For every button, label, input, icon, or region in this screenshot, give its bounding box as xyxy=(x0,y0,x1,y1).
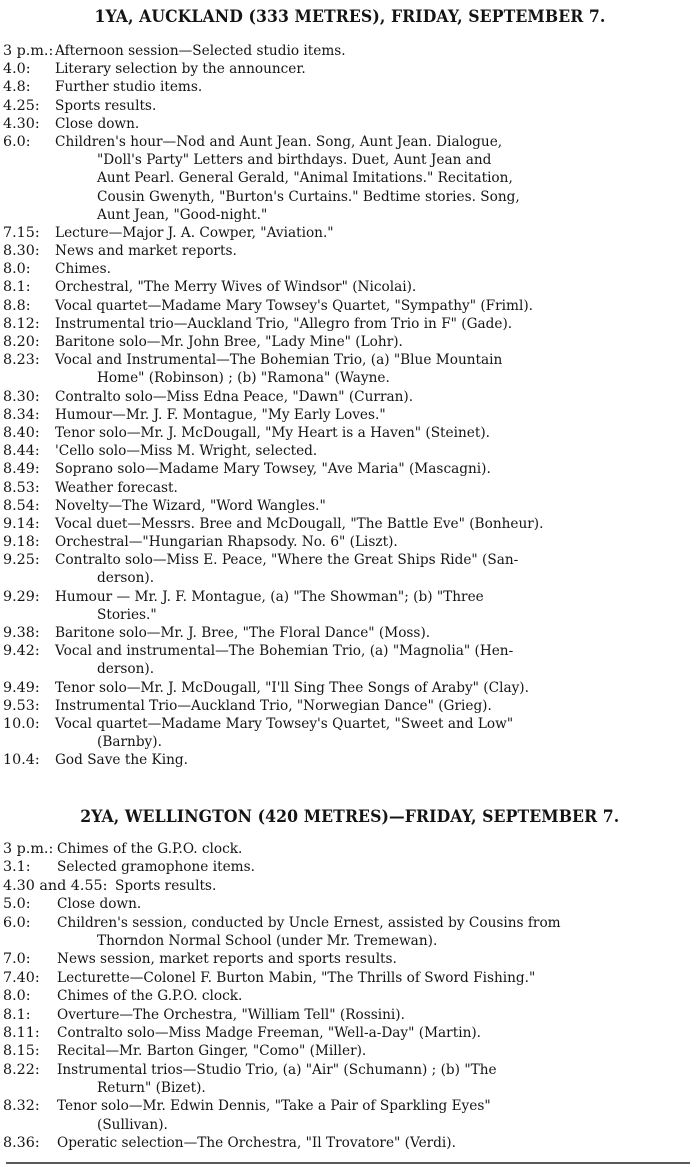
item-description xyxy=(55,406,401,424)
programme-item xyxy=(0,333,700,351)
time-label: 7.15: xyxy=(3,224,40,241)
time-label: 9.29: xyxy=(3,588,40,605)
time-label: 5.0: xyxy=(3,896,31,913)
item-description-text: 'Cello solo—Miss M. Wright, selected. xyxy=(55,443,318,460)
time-label: 8.11: xyxy=(3,1024,40,1041)
programme-item-continuation xyxy=(0,660,700,678)
time-label: 8.40: xyxy=(3,424,40,441)
item-description-text: Overture—The Orchestra, "William Tell" (Rossini). xyxy=(57,1006,405,1023)
programme-list-auckland xyxy=(0,42,700,770)
item-description xyxy=(57,895,145,913)
item-description xyxy=(55,60,318,78)
time-label: 8.30: xyxy=(3,388,40,405)
item-description-text: Selected gramophone items. xyxy=(57,859,255,876)
item-description-text: derson). xyxy=(97,570,155,587)
item-description-text: Close down. xyxy=(57,896,142,913)
item-description-text: Orchestral, "The Merry Wives of Windsor" (Nicolai). xyxy=(55,279,417,296)
programme-item xyxy=(0,1134,700,1152)
programme-item xyxy=(0,497,700,515)
item-description xyxy=(57,1097,511,1115)
heading-text: 1YA, AUCKLAND (333 METRES), FRIDAY, SEPTEMBER 7. xyxy=(94,7,606,26)
programme-list-wellington xyxy=(0,840,700,1153)
time-label: 9.25: xyxy=(3,552,40,569)
item-description-text: Humour — Mr. J. F. Montague, (a) "The Showman"; (b) "Three xyxy=(55,588,484,605)
item-description-text: Vocal and instrumental—The Bohemian Trio, (a) "Magnolia" (Hen- xyxy=(55,643,514,660)
programme-item-continuation xyxy=(0,733,700,751)
programme-item xyxy=(0,115,700,133)
item-description-text: Lecturette—Colonel F. Burton Mabin, "The Thrills of Sword Fishing." xyxy=(57,969,536,986)
programme-item-continuation xyxy=(0,151,700,169)
item-description xyxy=(57,1061,517,1079)
item-description xyxy=(55,297,556,315)
item-description-text: Sports results. xyxy=(115,877,217,894)
item-description-text: Lecture—Major J. A. Cowper, "Aviation." xyxy=(55,224,334,241)
item-description xyxy=(97,606,159,624)
programme-item-continuation xyxy=(0,169,700,187)
item-description xyxy=(55,351,523,369)
item-description xyxy=(97,151,510,169)
item-description xyxy=(97,932,453,950)
time-label: 9.38: xyxy=(3,625,40,641)
time-label: 8.54: xyxy=(3,497,40,514)
item-description-text: God Save the King. xyxy=(55,752,188,769)
item-description-text: Weather forecast. xyxy=(55,479,178,496)
programme-item xyxy=(0,914,700,932)
item-description xyxy=(55,278,433,296)
time-label: 8.49: xyxy=(3,461,40,478)
item-description xyxy=(55,224,347,242)
item-description xyxy=(55,515,566,533)
programme-item xyxy=(0,1042,700,1060)
item-description xyxy=(55,78,209,96)
time-label: 8.0: xyxy=(3,261,31,278)
item-description xyxy=(57,1024,501,1042)
time-label: 3.1: xyxy=(3,859,31,876)
item-description-text: Instrumental Trio—Auckland Trio, "Norwegian Dance" (Grieg). xyxy=(55,697,492,714)
programme-item xyxy=(0,260,700,278)
programme-item xyxy=(0,479,700,497)
item-description xyxy=(55,315,534,333)
time-label: 4.8: xyxy=(3,79,31,96)
programme-item xyxy=(0,624,700,642)
programme-item xyxy=(0,406,700,424)
item-description-text: Chimes. xyxy=(55,261,111,278)
item-description xyxy=(97,169,532,187)
item-description-text: Children's hour—Nod and Aunt Jean. Song, Aunt Jean. Dialogue, xyxy=(55,133,503,150)
programme-item xyxy=(0,840,700,858)
item-description-text: Home" (Robinson) ; (b) "Ramona" (Wayne. xyxy=(97,370,390,387)
time-label: 8.22: xyxy=(3,1061,40,1078)
time-label: 8.1: xyxy=(3,279,31,296)
time-label: 8.15: xyxy=(3,1043,40,1060)
item-description xyxy=(55,642,535,660)
programme-item xyxy=(0,715,700,733)
programme-item xyxy=(0,78,700,96)
item-description xyxy=(97,369,404,387)
programme-item xyxy=(0,42,700,60)
item-description-text: Vocal quartet—Madame Mary Towsey's Quartet, "Sympathy" (Friml). xyxy=(55,297,534,314)
item-description xyxy=(57,1134,475,1152)
item-description xyxy=(57,1006,421,1024)
programme-item-continuation xyxy=(0,606,700,624)
item-description-text: Afternoon session—Selected studio items. xyxy=(55,43,346,59)
item-description xyxy=(55,479,184,497)
programme-item xyxy=(0,442,700,460)
item-description xyxy=(55,42,359,60)
item-description-text: (Sullivan). xyxy=(97,1116,168,1133)
time-label: 8.32: xyxy=(3,1098,40,1115)
time-label: 6.0: xyxy=(3,914,31,931)
programme-item xyxy=(0,697,700,715)
time-label: 8.1: xyxy=(3,1006,31,1023)
item-description xyxy=(57,914,584,932)
programme-item xyxy=(0,1061,700,1079)
item-description-text: News and market reports. xyxy=(55,243,237,260)
item-description-text: Humour—Mr. J. F. Montague, "My Early Loves." xyxy=(55,406,386,423)
item-description-text: Contralto solo—Miss Edna Peace, "Dawn" (Curran). xyxy=(55,388,414,405)
item-description-text: Baritone solo—Mr. John Bree, "Lady Mine" (Lohr). xyxy=(55,334,403,350)
item-description-text: Operatic selection—The Orchestra, "Il Trovatore" (Verdi). xyxy=(57,1135,456,1152)
time-label: 3 p.m.: xyxy=(3,841,54,857)
time-label: 9.14: xyxy=(3,515,40,532)
time-label: 10.4: xyxy=(3,752,40,769)
item-description-text: Sports results. xyxy=(55,97,157,114)
item-description-text: Further studio items. xyxy=(55,79,203,96)
section-heading-wellington xyxy=(0,807,700,826)
item-description xyxy=(57,1042,381,1060)
item-description xyxy=(55,424,511,442)
programme-item-continuation xyxy=(0,369,700,387)
time-label: 9.49: xyxy=(3,679,40,696)
time-label: 8.20: xyxy=(3,334,40,350)
item-description xyxy=(55,115,143,133)
programme-item xyxy=(0,551,700,569)
item-description xyxy=(55,551,540,569)
item-description-text: Instrumental trio—Auckland Trio, "Allegro from Trio in F" (Gade). xyxy=(55,315,513,332)
item-description xyxy=(55,388,430,406)
item-description-text: Literary selection by the announcer. xyxy=(55,61,306,78)
time-label: 8.44: xyxy=(3,443,40,460)
item-description xyxy=(55,242,245,260)
time-label: 4.30 and 4.55: xyxy=(3,877,108,894)
programme-item xyxy=(0,987,700,1005)
programme-item xyxy=(0,315,700,333)
time-label: 8.0: xyxy=(3,988,31,1005)
item-description xyxy=(55,624,448,642)
bottom-rule xyxy=(6,1162,690,1164)
item-description-text: Aunt Jean, "Good-night." xyxy=(97,206,268,223)
time-label: 7.0: xyxy=(3,951,31,968)
item-description xyxy=(55,497,339,515)
item-description-text: Recital—Mr. Barton Ginger, "Como" (Miller). xyxy=(57,1043,367,1060)
programme-item-continuation xyxy=(0,1079,700,1097)
time-label: 10.0: xyxy=(3,715,40,732)
programme-item xyxy=(0,858,700,876)
item-description xyxy=(97,569,157,587)
programme-item xyxy=(0,460,700,478)
item-description xyxy=(55,260,114,278)
item-description-text: derson). xyxy=(97,661,155,678)
programme-item xyxy=(0,278,700,296)
programme-item-continuation xyxy=(0,1116,700,1134)
item-description xyxy=(97,206,275,224)
item-description xyxy=(57,858,264,876)
item-description xyxy=(55,333,419,351)
heading-text: 2YA, WELLINGTON (420 METRES)—FRIDAY, SEPTEMBER 7. xyxy=(80,807,620,826)
item-description xyxy=(55,679,551,697)
programme-item xyxy=(0,679,700,697)
item-description-text: Children's session, conducted by Uncle Ernest, assisted by Cousins from xyxy=(57,914,561,931)
item-description-text: Novelty—The Wizard, "Word Wangles." xyxy=(55,497,326,514)
programme-item xyxy=(0,424,700,442)
time-label: 9.42: xyxy=(3,643,40,660)
item-description xyxy=(55,588,504,606)
time-label: 8.53: xyxy=(3,479,40,496)
item-description xyxy=(55,533,414,551)
item-description xyxy=(55,697,512,715)
programme-item xyxy=(0,1024,700,1042)
item-description-text: Vocal and Instrumental—The Bohemian Trio, (a) "Blue Mountain xyxy=(55,352,503,369)
time-label: 3 p.m.: xyxy=(3,43,54,59)
item-description-text: Aunt Pearl. General Gerald, "Animal Imitations." Recitation, xyxy=(97,170,513,187)
item-description xyxy=(57,987,251,1005)
item-description xyxy=(57,950,413,968)
time-label: 8.36: xyxy=(3,1135,40,1152)
item-description-text: Vocal duet—Messrs. Bree and McDougall, "The Battle Eve" (Bonheur). xyxy=(55,515,544,532)
item-description-text: Thorndon Normal School (under Mr. Tremewan). xyxy=(97,932,438,949)
time-label: 8.12: xyxy=(3,315,40,332)
time-label: 6.0: xyxy=(3,133,31,150)
time-label: 8.23: xyxy=(3,352,40,369)
programme-item-continuation xyxy=(0,188,700,206)
item-description-text: Contralto solo—Miss E. Peace, "Where the Great Ships Ride" (San- xyxy=(55,552,519,569)
programme-item xyxy=(0,588,700,606)
item-description-text: Tenor solo—Mr. J. McDougall, "My Heart is a Haven" (Steinet). xyxy=(55,424,491,441)
item-description xyxy=(55,460,511,478)
item-description-text: Stories." xyxy=(97,606,157,623)
programme-item xyxy=(0,515,700,533)
item-description xyxy=(97,1079,211,1097)
programme-item xyxy=(0,969,700,987)
item-description-text: Tenor solo—Mr. Edwin Dennis, "Take a Pair of Sparkling Eyes" xyxy=(57,1098,491,1115)
item-description-text: "Doll's Party" Letters and birthdays. Duet, Aunt Jean and xyxy=(97,152,492,169)
item-description-text: Cousin Gwenyth, "Burton's Curtains." Bedtime stories. Song, xyxy=(97,188,520,205)
programme-item xyxy=(0,297,700,315)
item-description-text: Return" (Bizet). xyxy=(97,1080,206,1097)
item-description xyxy=(55,97,161,115)
time-label: 8.30: xyxy=(3,243,40,260)
item-description xyxy=(55,442,330,460)
item-description-text: Close down. xyxy=(55,115,140,132)
item-description xyxy=(97,1116,171,1134)
programme-item xyxy=(0,242,700,260)
programme-item xyxy=(0,877,700,895)
item-description-text: Chimes of the G.P.O. clock. xyxy=(57,841,243,857)
item-description xyxy=(55,715,535,733)
item-description xyxy=(55,133,523,151)
item-description-text: Vocal quartet—Madame Mary Towsey's Quartet, "Sweet and Low" xyxy=(55,715,514,732)
time-label: 9.53: xyxy=(3,697,40,714)
time-label: 4.0: xyxy=(3,61,31,78)
programme-item xyxy=(0,133,700,151)
programme-item xyxy=(0,533,700,551)
item-description-text: Instrumental trios—Studio Trio, (a) "Air" (Schumann) ; (b) "The xyxy=(57,1061,497,1078)
programme-item-continuation xyxy=(0,569,700,587)
item-description xyxy=(57,969,558,987)
programme-item xyxy=(0,751,700,769)
item-description-text: Chimes of the G.P.O. clock. xyxy=(57,988,243,1005)
programme-item xyxy=(0,351,700,369)
programme-item xyxy=(0,1006,700,1024)
programme-item-continuation xyxy=(0,206,700,224)
item-description-text: (Barnby). xyxy=(97,734,162,751)
time-label: 9.18: xyxy=(3,534,40,551)
item-description xyxy=(97,660,157,678)
time-label: 7.40: xyxy=(3,969,40,986)
item-description-text: Soprano solo—Madame Mary Towsey, "Ave Maria" (Mascagni). xyxy=(55,461,491,478)
item-description-text: News session, market reports and sports results. xyxy=(57,951,397,968)
item-description xyxy=(55,751,194,769)
section-heading-auckland xyxy=(0,7,700,26)
item-description xyxy=(57,840,251,858)
time-label: 8.34: xyxy=(3,406,40,423)
programme-item xyxy=(0,388,700,406)
programme-item xyxy=(0,895,700,913)
item-description xyxy=(115,877,221,895)
item-description xyxy=(97,188,540,206)
item-description xyxy=(97,733,165,751)
time-label: 4.25: xyxy=(3,97,40,114)
item-description-text: Contralto solo—Miss Madge Freeman, "Well-a-Day" (Martin). xyxy=(57,1024,482,1041)
programme-item xyxy=(0,224,700,242)
programme-item xyxy=(0,1097,700,1115)
item-description-text: Baritone solo—Mr. J. Bree, "The Floral Dance" (Moss). xyxy=(55,625,431,641)
programme-item-continuation xyxy=(0,932,700,950)
item-description-text: Tenor solo—Mr. J. McDougall, "I'll Sing Thee Songs of Araby" (Clay). xyxy=(55,679,529,696)
item-description-text: Orchestral—"Hungarian Rhapsody. No. 6" (Liszt). xyxy=(55,534,398,551)
programme-item xyxy=(0,97,700,115)
time-label: 8.8: xyxy=(3,297,31,314)
programme-item xyxy=(0,950,700,968)
time-label: 4.30: xyxy=(3,115,40,132)
programme-item xyxy=(0,60,700,78)
programme-item xyxy=(0,642,700,660)
